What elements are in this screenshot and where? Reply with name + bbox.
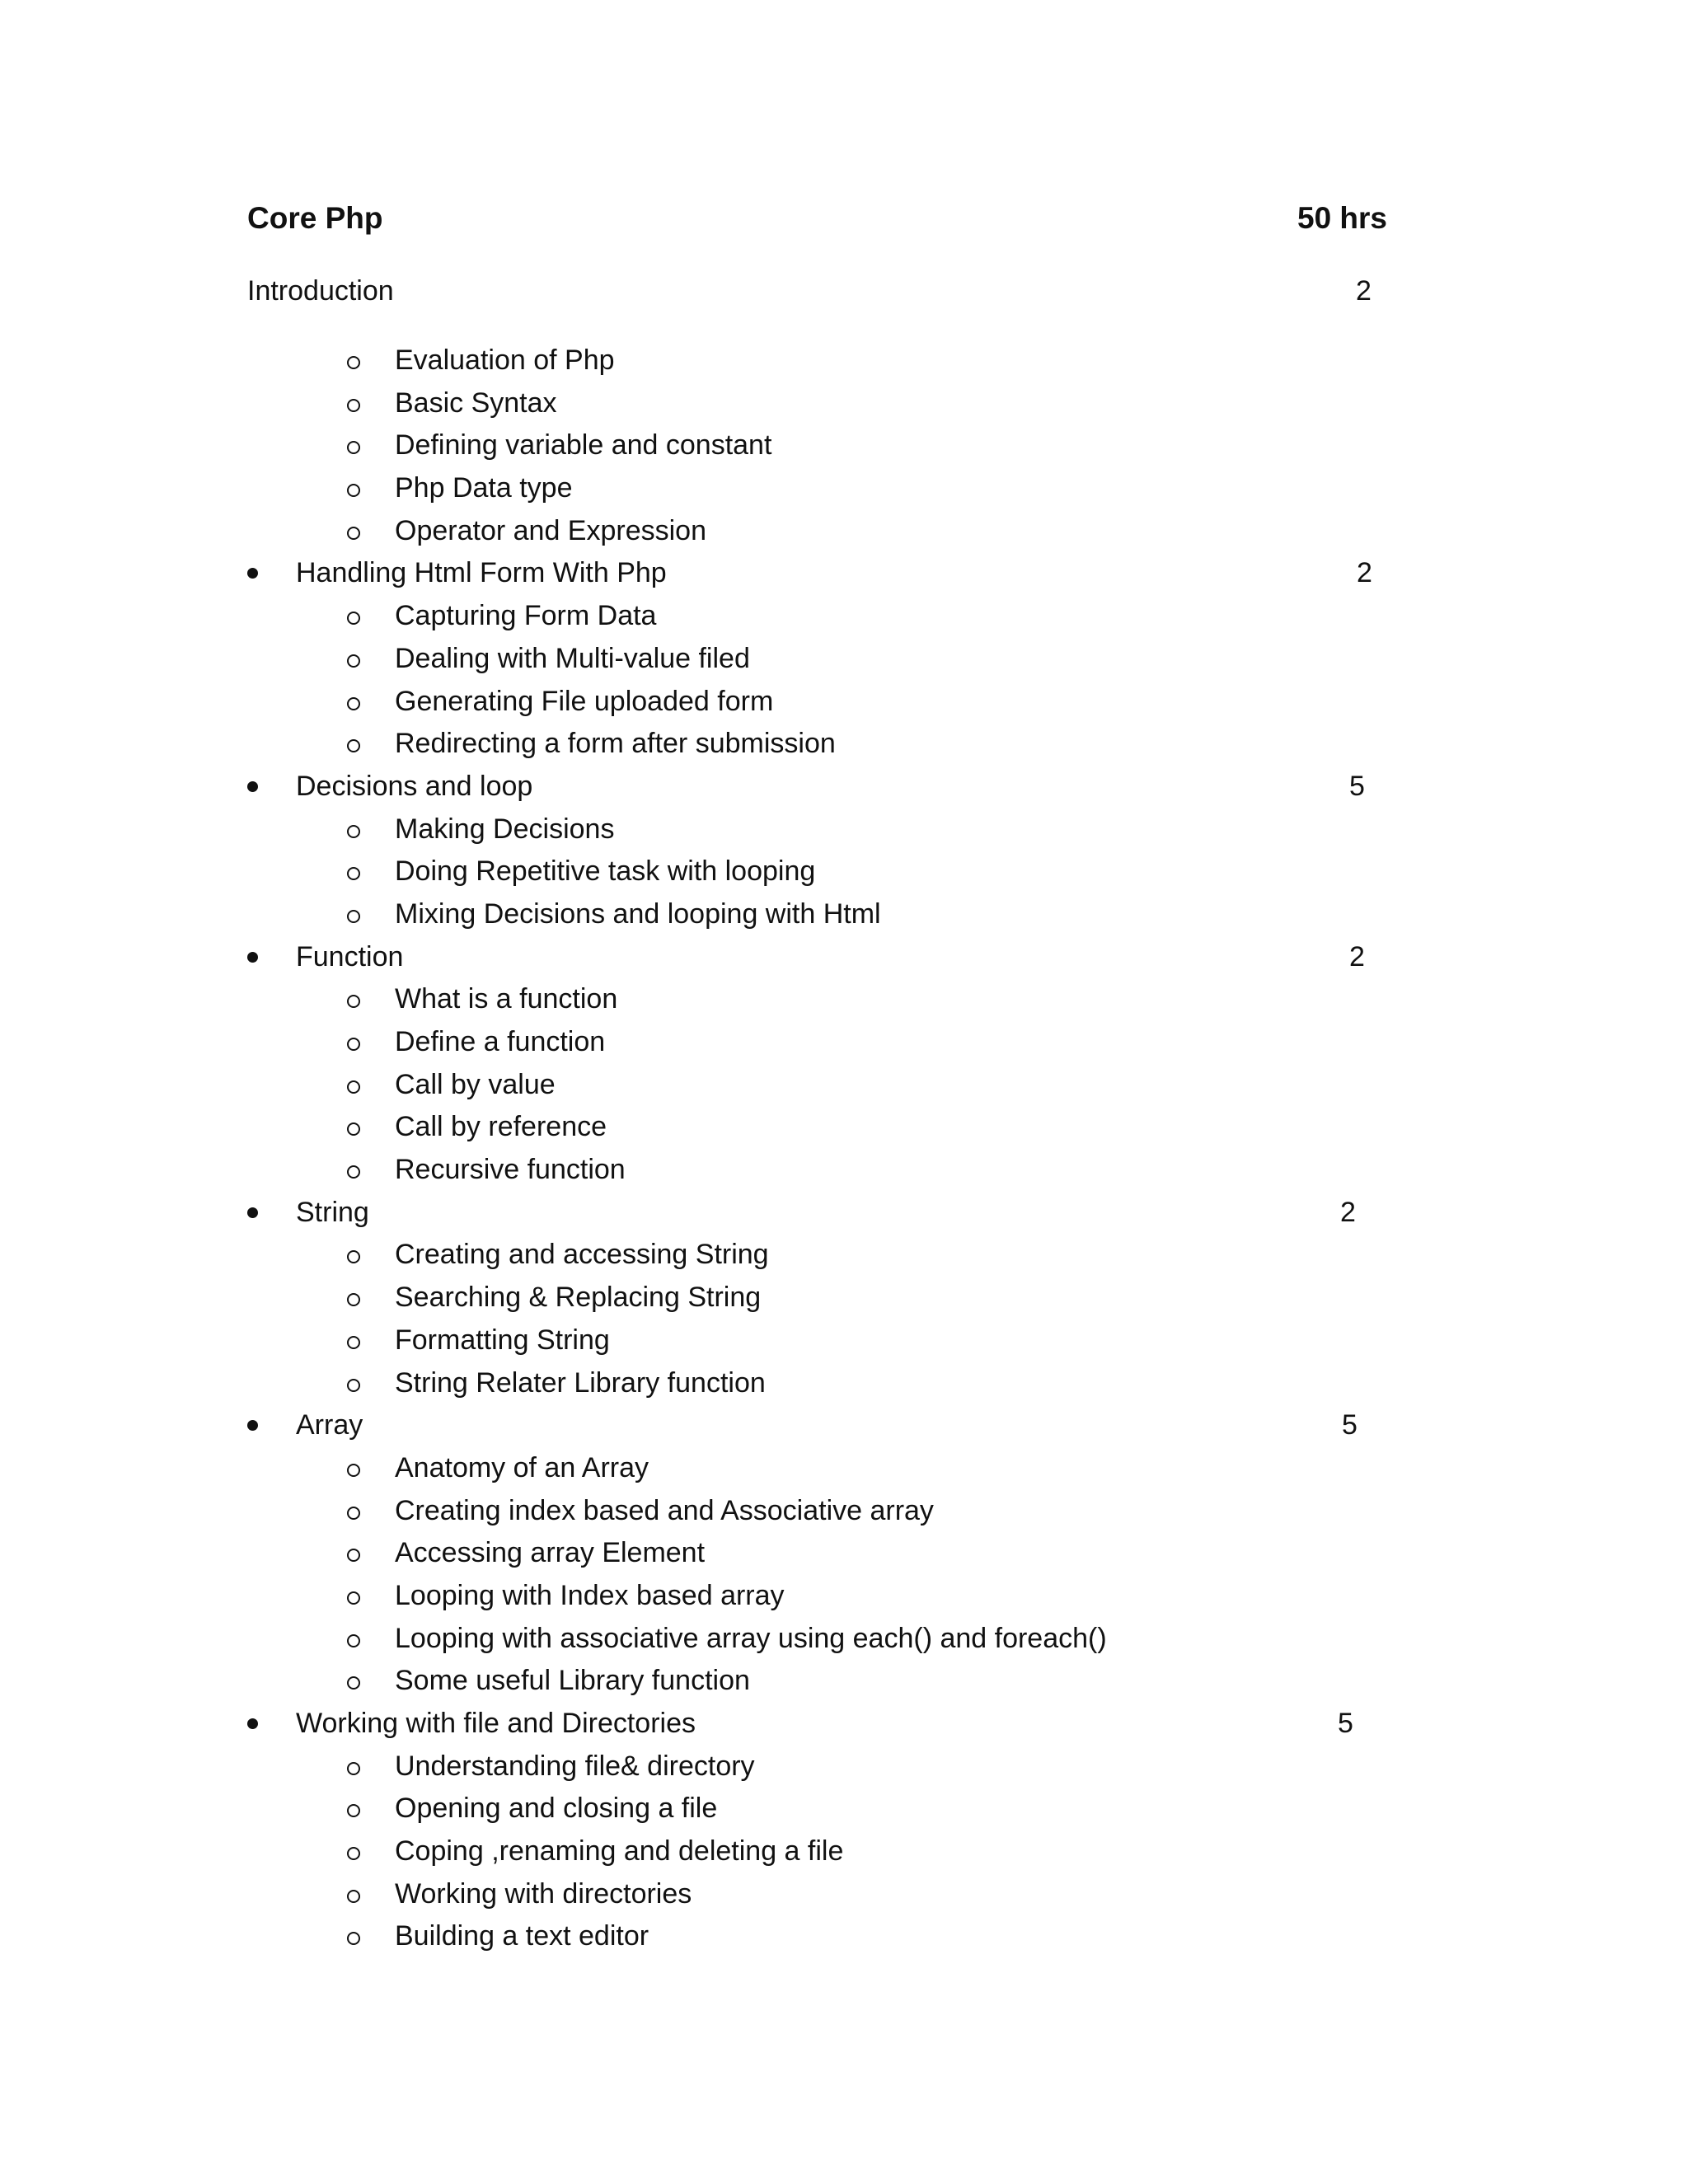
list-item xyxy=(0,1873,1688,1916)
hollow-bullet-icon xyxy=(347,1575,360,1618)
hollow-bullet-icon xyxy=(347,1106,360,1149)
list-item xyxy=(0,978,1688,1021)
subtopic-label: Making Decisions xyxy=(395,813,615,845)
topic-label: String xyxy=(296,1196,369,1228)
hollow-bullet-icon xyxy=(347,681,360,724)
list-item xyxy=(0,808,1688,851)
subtopic-label: Some useful Library function xyxy=(395,1665,750,1697)
hollow-bullet-icon xyxy=(347,382,360,425)
hollow-bullet-icon xyxy=(347,638,360,681)
list-item xyxy=(0,893,1688,936)
subtopic-label: Accessing array Element xyxy=(395,1537,706,1569)
subtopic-label: Looping with Index based array xyxy=(395,1579,785,1611)
hollow-bullet-icon xyxy=(347,1746,360,1788)
list-item xyxy=(0,723,1688,766)
subtopic-label: Doing Repetitive task with looping xyxy=(395,855,816,888)
list-item xyxy=(0,638,1688,681)
subtopic-label: Evaluation of Php xyxy=(395,344,615,376)
topic-label: Function xyxy=(296,940,404,972)
hollow-bullet-icon xyxy=(347,1660,360,1703)
topic-row xyxy=(0,1703,1688,1746)
topic-label: Handling Html Form With Php xyxy=(296,557,667,589)
intro-hours: 2 xyxy=(1356,275,1372,307)
hollow-bullet-icon xyxy=(347,851,360,893)
hollow-bullet-icon xyxy=(347,893,360,936)
topic-label: Array xyxy=(296,1409,363,1441)
topic-hours: 2 xyxy=(1349,940,1365,972)
subtopic-label: Operator and Expression xyxy=(395,514,706,546)
subtopic-label: Creating and accessing String xyxy=(395,1239,769,1271)
topic-row xyxy=(0,552,1688,595)
intro-heading: Introduction xyxy=(247,275,394,307)
topic-hours: 5 xyxy=(1349,770,1365,802)
course-total-hours: 50 hrs xyxy=(1297,201,1388,235)
subtopic-label: Building a text editor xyxy=(395,1920,649,1952)
list-item xyxy=(0,1277,1688,1319)
filled-bullet-icon xyxy=(247,1703,259,1746)
list-item xyxy=(0,382,1688,425)
list-item xyxy=(0,510,1688,553)
hollow-bullet-icon xyxy=(347,723,360,766)
topic-label: Working with file and Directories xyxy=(296,1708,696,1739)
filled-bullet-icon xyxy=(247,1192,259,1235)
hollow-bullet-icon xyxy=(347,808,360,851)
list-item xyxy=(0,1746,1688,1788)
list-item xyxy=(0,1830,1688,1873)
subtopic-label: Looping with associative array using each() and foreach() xyxy=(395,1622,1107,1654)
hollow-bullet-icon xyxy=(347,1234,360,1277)
list-item xyxy=(0,340,1688,382)
hollow-bullet-icon xyxy=(347,1277,360,1319)
subtopic-label: Call by value xyxy=(395,1068,556,1100)
hollow-bullet-icon xyxy=(347,424,360,467)
topic-row xyxy=(0,1404,1688,1447)
subtopic-label: Formatting String xyxy=(395,1324,610,1356)
subtopic-label: What is a function xyxy=(395,983,618,1015)
list-item xyxy=(0,424,1688,467)
hollow-bullet-icon xyxy=(347,1319,360,1362)
list-item xyxy=(0,1575,1688,1618)
subtopic-label: Understanding file& directory xyxy=(395,1750,755,1782)
topic-row xyxy=(0,766,1688,808)
subtopic-label: Basic Syntax xyxy=(395,387,557,419)
hollow-bullet-icon xyxy=(347,1490,360,1533)
subtopic-label: String Relater Library function xyxy=(395,1366,766,1399)
subtopic-label: Dealing with Multi-value filed xyxy=(395,642,750,674)
topic-hours: 2 xyxy=(1357,557,1372,589)
hollow-bullet-icon xyxy=(347,1447,360,1490)
hollow-bullet-icon xyxy=(347,978,360,1021)
subtopic-label: Redirecting a form after submission xyxy=(395,728,836,760)
list-item xyxy=(0,851,1688,893)
subtopic-label: Recursive function xyxy=(395,1154,626,1186)
hollow-bullet-icon xyxy=(347,510,360,553)
subtopic-label: Defining variable and constant xyxy=(395,429,772,462)
hollow-bullet-icon xyxy=(347,1149,360,1192)
hollow-bullet-icon xyxy=(347,1830,360,1873)
hollow-bullet-icon xyxy=(347,340,360,382)
subtopic-label: Call by reference xyxy=(395,1111,607,1143)
filled-bullet-icon xyxy=(247,1404,259,1447)
list-item xyxy=(0,1106,1688,1149)
topic-row xyxy=(0,1192,1688,1235)
subtopic-label: Searching & Replacing String xyxy=(395,1282,762,1314)
list-item xyxy=(0,467,1688,510)
hollow-bullet-icon xyxy=(347,1064,360,1107)
hollow-bullet-icon xyxy=(347,1788,360,1830)
list-item xyxy=(0,1618,1688,1661)
subtopic-label: Define a function xyxy=(395,1026,606,1057)
list-item xyxy=(0,1064,1688,1107)
course-title: Core Php xyxy=(247,201,383,235)
hollow-bullet-icon xyxy=(347,595,360,638)
topic-label: Decisions and loop xyxy=(296,770,533,802)
syllabus-list xyxy=(0,340,1688,1958)
filled-bullet-icon xyxy=(247,936,259,979)
topic-row xyxy=(0,936,1688,979)
list-item xyxy=(0,1021,1688,1064)
list-item xyxy=(0,681,1688,724)
list-item xyxy=(0,1149,1688,1192)
subtopic-label: Php Data type xyxy=(395,472,573,504)
list-item xyxy=(0,595,1688,638)
subtopic-label: Generating File uploaded form xyxy=(395,685,774,717)
list-item xyxy=(0,1234,1688,1277)
subtopic-label: Coping ,renaming and deleting a file xyxy=(395,1835,844,1868)
subtopic-label: Mixing Decisions and looping with Html xyxy=(395,898,881,930)
list-item xyxy=(0,1319,1688,1362)
list-item xyxy=(0,1447,1688,1490)
hollow-bullet-icon xyxy=(347,1873,360,1916)
hollow-bullet-icon xyxy=(347,1915,360,1958)
hollow-bullet-icon xyxy=(347,467,360,510)
filled-bullet-icon xyxy=(247,766,259,808)
subtopic-label: Opening and closing a file xyxy=(395,1793,718,1825)
list-item xyxy=(0,1362,1688,1405)
topic-hours: 5 xyxy=(1342,1409,1357,1441)
hollow-bullet-icon xyxy=(347,1618,360,1661)
list-item xyxy=(0,1490,1688,1533)
topic-hours: 5 xyxy=(1338,1708,1353,1739)
subtopic-label: Anatomy of an Array xyxy=(395,1451,649,1483)
list-item xyxy=(0,1788,1688,1830)
subtopic-label: Creating index based and Associative array xyxy=(395,1494,934,1526)
list-item xyxy=(0,1532,1688,1575)
hollow-bullet-icon xyxy=(347,1532,360,1575)
list-item xyxy=(0,1660,1688,1703)
topic-hours: 2 xyxy=(1340,1196,1356,1228)
hollow-bullet-icon xyxy=(347,1021,360,1064)
list-item xyxy=(0,1915,1688,1958)
hollow-bullet-icon xyxy=(347,1362,360,1405)
subtopic-label: Working with directories xyxy=(395,1877,692,1910)
subtopic-label: Capturing Form Data xyxy=(395,600,657,632)
filled-bullet-icon xyxy=(247,552,259,595)
